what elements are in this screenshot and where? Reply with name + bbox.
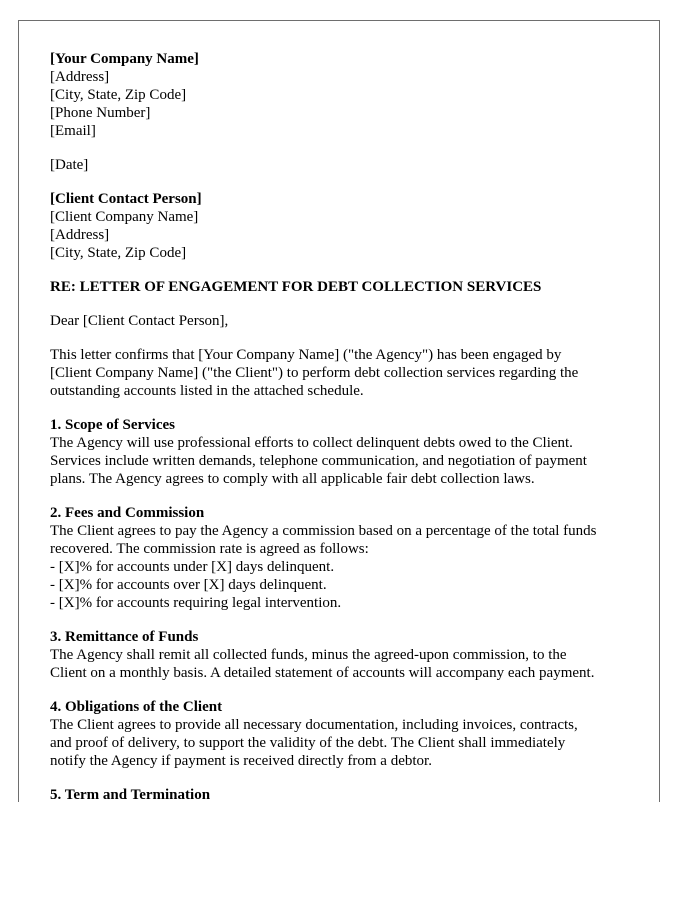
- intro-line: [Client Company Name] ("the Client") to perform debt collection services regarding the: [50, 365, 579, 381]
- sender-company-name: [Your Company Name]: [50, 51, 199, 67]
- letter-content: [50, 50, 650, 802]
- section-line: notify the Agency if payment is received directly from a debtor.: [50, 753, 432, 769]
- section-line: Services include written demands, telephone communication, and negotiation of payment: [50, 453, 587, 469]
- section-line: and proof of delivery, to support the validity of the debt. The Client shall immediately: [50, 735, 566, 751]
- letter-date: [Date]: [50, 157, 89, 173]
- sender-address: [Address]: [50, 69, 110, 85]
- section-line: The Agency shall remit all collected funds, minus the agreed-upon commission, to the: [50, 647, 567, 663]
- letter-subject: RE: LETTER OF ENGAGEMENT FOR DEBT COLLECTION SERVICES: [50, 279, 542, 295]
- recipient-address: [Address]: [50, 227, 110, 243]
- section-line: - [X]% for accounts under [X] days delinquent.: [50, 559, 335, 575]
- section-title: 3. Remittance of Funds: [50, 629, 199, 645]
- section-line: The Client agrees to provide all necessary documentation, including invoices, contracts,: [50, 717, 578, 733]
- recipient-block: [50, 190, 650, 262]
- section-title: 2. Fees and Commission: [50, 505, 205, 521]
- section-line: The Client agrees to pay the Agency a commission based on a percentage of the total funds: [50, 523, 597, 539]
- section-line: - [X]% for accounts requiring legal intervention.: [50, 595, 342, 611]
- section-remittance: [50, 628, 650, 682]
- section-title: 4. Obligations of the Client: [50, 699, 223, 715]
- section-title: 1. Scope of Services: [50, 417, 175, 433]
- section-line: - [X]% for accounts over [X] days delinquent.: [50, 577, 327, 593]
- sender-email: [Email]: [50, 123, 96, 139]
- section-line: The Agency will use professional efforts to collect delinquent debts owed to the Client.: [50, 435, 573, 451]
- section-line: plans. The Agency agrees to comply with all applicable fair debt collection laws.: [50, 471, 535, 487]
- sender-city-state-zip: [City, State, Zip Code]: [50, 87, 187, 103]
- section-line: recovered. The commission rate is agreed as follows:: [50, 541, 369, 557]
- sender-block: [50, 50, 650, 140]
- sender-phone: [Phone Number]: [50, 105, 151, 121]
- intro-line: This letter confirms that [Your Company Name] ("the Agency") has been engaged by: [50, 347, 562, 363]
- recipient-contact-person: [Client Contact Person]: [50, 191, 202, 207]
- section-obligations: [50, 698, 650, 770]
- intro-paragraph: [50, 346, 650, 400]
- section-term: [50, 786, 650, 802]
- section-scope: [50, 416, 650, 488]
- recipient-city-state-zip: [City, State, Zip Code]: [50, 245, 187, 261]
- letter-page: [18, 20, 660, 802]
- section-fees: [50, 504, 650, 612]
- letter-salutation: Dear [Client Contact Person],: [50, 313, 229, 329]
- recipient-company-name: [Client Company Name]: [50, 209, 199, 225]
- intro-line: outstanding accounts listed in the attached schedule.: [50, 383, 364, 399]
- section-line: Client on a monthly basis. A detailed statement of accounts will accompany each payment.: [50, 665, 595, 681]
- section-title: 5. Term and Termination: [50, 787, 211, 802]
